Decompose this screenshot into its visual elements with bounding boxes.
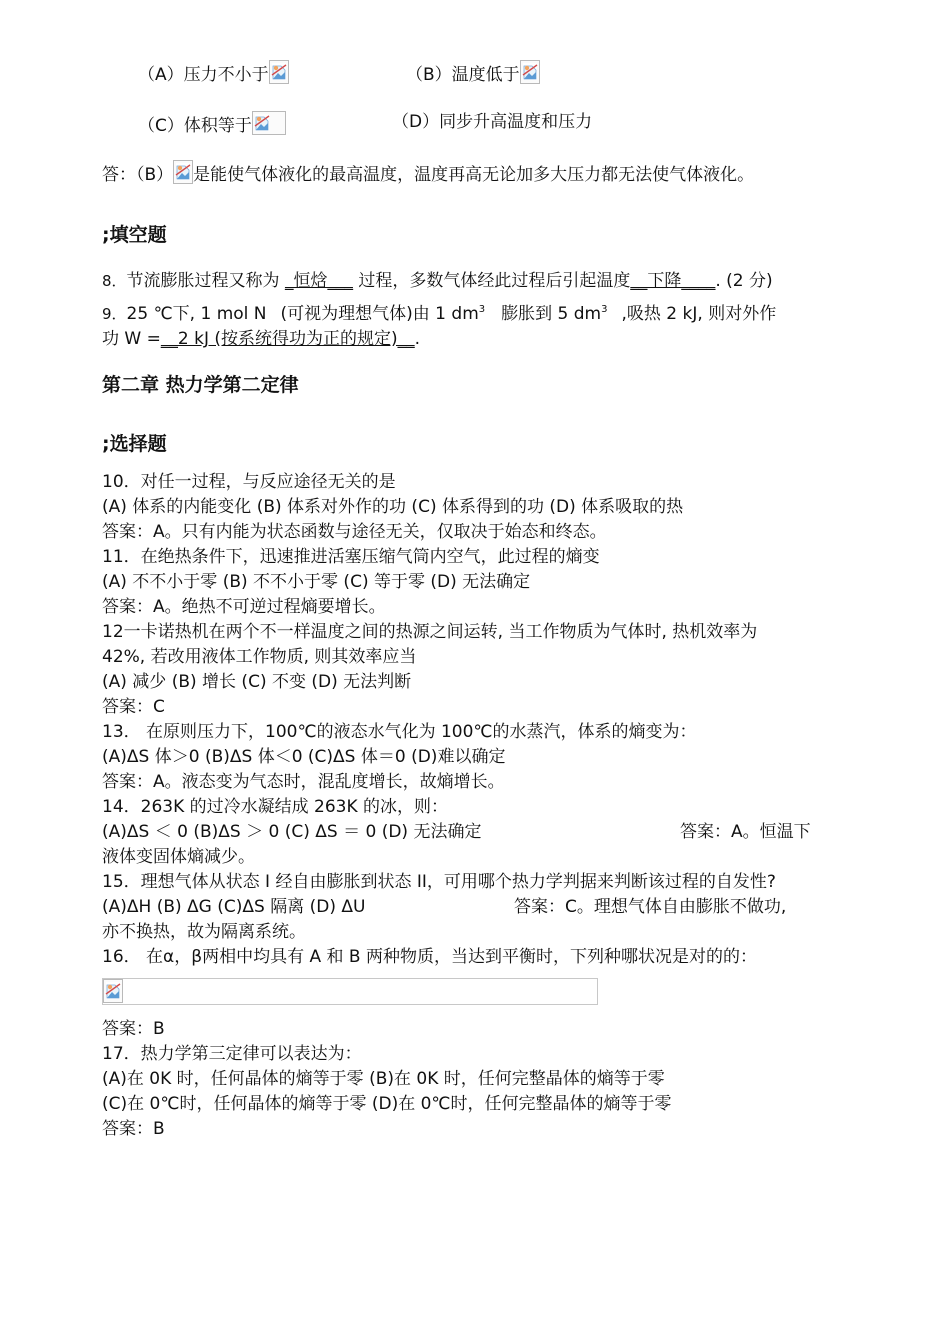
q15-answer-part1: 答案：C。理想气体自由膨胀不做功, (514, 897, 787, 917)
broken-image-icon (269, 60, 289, 84)
q17-options-line1: (A)在 0K 时，任何晶体的熵等于零 (B)在 0K 时，任何完整晶体的熵等于零 (102, 1069, 665, 1089)
q10-stem: 10．对任一过程，与反应途径无关的是 (102, 472, 396, 492)
q16-answer: 答案：B (102, 1019, 165, 1039)
q17-options-line2: (C)在 0℃时，任何晶体的熵等于零 (D)在 0℃时，任何完整晶体的熵等于零 (102, 1094, 672, 1114)
q17-answer: 答案：B (102, 1119, 165, 1139)
q7-option-a: （A）压力不小于 (138, 60, 289, 86)
q9-line2: 功 W =__2 kJ (按系统得功为正的规定)__. (102, 329, 421, 349)
q10-options: (A) 体系的内能变化 (B) 体系对外作的功 (C) 体系得到的功 (D) 体系吸取的热 (102, 497, 684, 517)
chapter-title: 第二章 热力学第二定律 (102, 374, 299, 396)
q11-stem: 11．在绝热条件下，迅速推进活塞压缩气筒内空气，此过程的熵变 (102, 547, 600, 567)
q7-answer: 答：（B） 是能使气体液化的最高温度，温度再高无论加多大压力都无法使气体液化。 (102, 160, 754, 186)
q14-answer-part1: 答案：A。恒温下 (680, 822, 811, 842)
q12-options: (A) 减少 (B) 增长 (C) 不变 (D) 无法判断 (102, 672, 412, 692)
fill-in-heading: ;填空题 (102, 224, 167, 246)
q13-stem: 13． 在原则压力下，100℃的液态水气化为 100℃的水蒸汽，体系的熵变为： (102, 722, 697, 742)
q16-stem: 16． 在α，β两相中均具有 A 和 B 两种物质，当达到平衡时，下列种哪状况是对的的： (102, 947, 757, 967)
q11-options: (A) 不不小于零 (B) 不不小于零 (C) 等于零 (D) 无法确定 (102, 572, 531, 592)
q11-answer: 答案：A。绝热不可逆过程熵要增长。 (102, 597, 386, 617)
q15-options: (A)ΔH (B) ΔG (C)ΔS 隔离 (D) ΔU (102, 897, 366, 917)
broken-image-icon (103, 979, 123, 1003)
q12-answer: 答案：C (102, 697, 165, 717)
q9-line1: 9．25 ℃下, 1 mol N (可视为理想气体)由 1 $dm^3$ 膨胀到 5 $dm^3$ ,吸热 2 kJ, 则对外作 (102, 304, 777, 324)
q14-answer-part2: 液体变固体熵减少。 (102, 847, 255, 867)
q16-options-image-placeholder (102, 978, 598, 1005)
q13-options: (A)ΔS 体＞0 (B)ΔS 体＜0 (C)ΔS 体＝0 (D)难以确定 (102, 747, 506, 767)
q7-option-c: （C）体积等于 (138, 111, 286, 137)
q7-option-d: （D）同步升高温度和压力 (392, 112, 593, 132)
q12-stem-line1: 12一卡诺热机在两个不一样温度之间的热源之间运转, 当工作物质为气体时, 热机效率为 (102, 622, 758, 642)
q10-answer: 答案：A。只有内能为状态函数与途径无关，仅取决于始态和终态。 (102, 522, 607, 542)
q15-stem: 15．理想气体从状态 I 经自由膨胀到状态 II，可用哪个热力学判据来判断该过程的自发性? (102, 872, 776, 892)
choice-heading: ;选择题 (102, 433, 167, 455)
broken-image-icon (252, 111, 286, 135)
broken-image-icon (173, 160, 193, 184)
q13-answer: 答案：A。液态变为气态时，混乱度增长，故熵增长。 (102, 772, 505, 792)
q14-options: (A)ΔS ＜ 0 (B)ΔS ＞ 0 (C) ΔS ＝ 0 (D) 无法确定 (102, 822, 482, 842)
q8: 8．节流膨胀过程又称为 _恒焓___ 过程，多数气体经此过程后引起温度__下降____. (2 分) (102, 271, 773, 291)
q14-stem: 14．263K 的过冷水凝结成 263K 的冰，则： (102, 797, 449, 817)
q12-stem-line2: 42%, 若改用液体工作物质, 则其效率应当 (102, 647, 417, 667)
q15-answer-part2: 亦不换热，故为隔离系统。 (102, 922, 306, 942)
q17-stem: 17．热力学第三定律可以表达为： (102, 1044, 362, 1064)
broken-image-icon (520, 60, 540, 84)
q7-option-b: （B）温度低于 (406, 60, 540, 86)
